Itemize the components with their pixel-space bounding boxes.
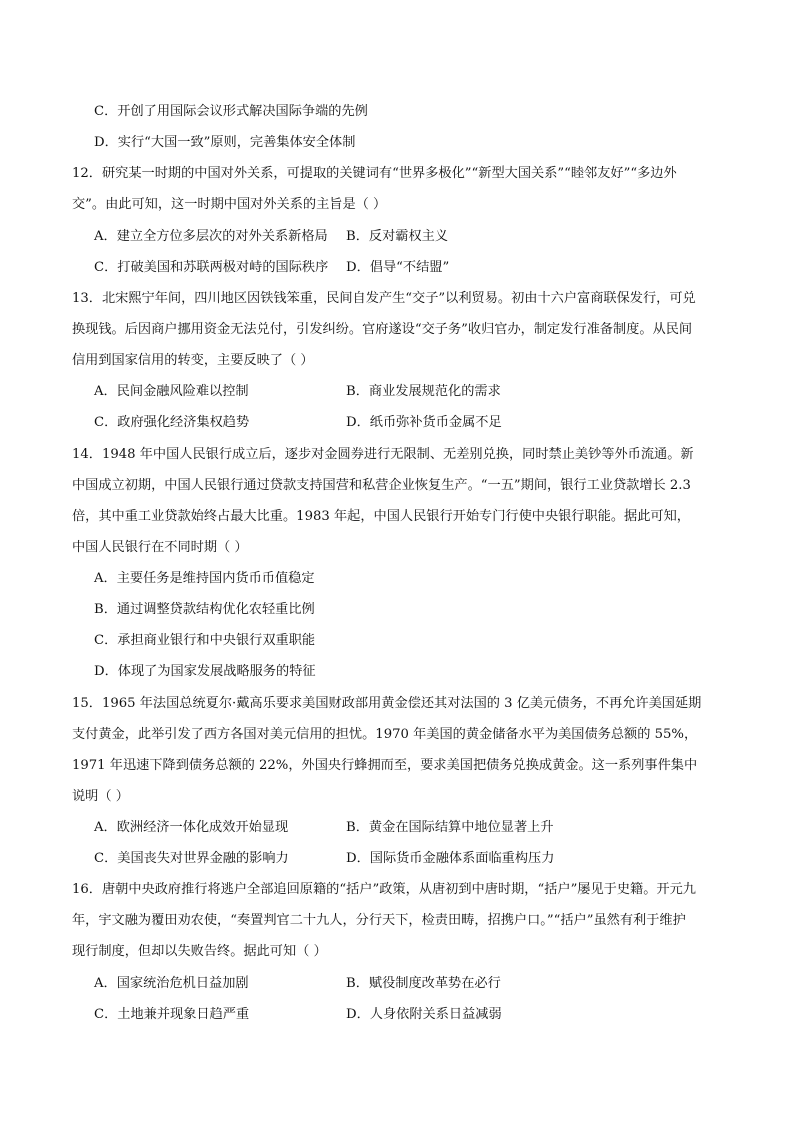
q14-option-a: A．主要任务是维持国内货币币值稳定	[94, 571, 315, 586]
q11-option-d: D．实行“大国一致”原则，完善集体安全体制	[94, 135, 356, 150]
q15-stem-line-3: 1971 年迅速下降到债务总额的 22%，外国央行蜂拥而至，要求美国把债务兑换成黄金。这一系列事件集中	[72, 758, 698, 773]
q15-option-d: D．国际货币金融体系面临重构压力	[346, 851, 555, 866]
q12-option-c: C．打破美国和苏联两极对峙的国际秩序	[94, 260, 329, 275]
q15-stem-line-2: 支付黄金，此举引发了西方各国对美元信用的担忧。1970 年美国的黄金储备水平为美国债务总额的 55%，	[72, 727, 698, 742]
q14-stem-line-2: 中国成立初期，中国人民银行通过贷款支持国营和私营企业恢复生产。“一五”期间，银行工业贷款增长 2.3	[72, 478, 691, 493]
q16-option-b: B．赋役制度改革势在必行	[346, 976, 501, 991]
q12-option-b: B．反对霸权主义	[346, 229, 449, 244]
q12-stem-line-1: 12．研究某一时期的中国对外关系，可提取的关键词有“世界多极化”“新型大国关系”“睦邻友好”“多边外	[72, 166, 677, 181]
q16-option-c: C．土地兼并现象日趋严重	[94, 1007, 250, 1022]
q16-stem-line-3: 现行制度，但却以失败告终。据此可知（ ）	[72, 944, 327, 959]
q14-stem-line-3: 倍，其中重工业贷款始终占最大比重。1983 年起，中国人民银行开始专门行使中央银行职能。据此可知，	[72, 509, 690, 524]
q15-option-c: C．美国丧失对世界金融的影响力	[94, 851, 289, 866]
q15-stem-line-4: 说明（ ）	[72, 789, 129, 804]
q13-option-d: D．纸币弥补货币金属不足	[346, 415, 502, 430]
q11-option-c: C．开创了用国际会议形式解决国际争端的先例	[94, 104, 368, 119]
q14-stem-line-4: 中国人民银行在不同时期（ ）	[72, 540, 248, 555]
q16-stem-line-1: 16．唐朝中央政府推行将逃户全部追回原籍的“括户”政策，从唐初到中唐时期，“括户”屡见于史籍。开元九	[72, 882, 696, 897]
q12-option-a: A．建立全方位多层次的对外关系新格局	[94, 229, 328, 244]
q16-option-d: D．人身依附关系日益减弱	[346, 1007, 502, 1022]
q14-stem-line-1: 14．1948 年中国人民银行成立后，逐步对金圆券进行无限制、无差别兑换，同时禁止美钞等外币流通。新	[72, 447, 694, 462]
q12-stem-line-2: 交”。由此可知，这一时期中国对外关系的主旨是（ ）	[72, 197, 387, 212]
q16-option-a: A．国家统治危机日益加剧	[94, 976, 249, 991]
q15-option-b: B．黄金在国际结算中地位显著上升	[346, 820, 554, 835]
q14-option-d: D．体现了为国家发展战略服务的特征	[94, 664, 316, 679]
q13-option-b: B．商业发展规范化的需求	[346, 384, 501, 399]
q13-stem-line-3: 信用到国家信用的转变，主要反映了（ ）	[72, 353, 314, 368]
q15-option-a: A．欧洲经济一体化成效开始显现	[94, 820, 289, 835]
q16-stem-line-2: 年，宇文融为覆田劝农使，“奏置判官二十九人，分行天下，检责田畴，招携户口。”“括户”虽然有利于维护	[72, 913, 686, 928]
q12-option-d: D．倡导“不结盟”	[346, 260, 450, 275]
q14-option-c: C．承担商业银行和中央银行双重职能	[94, 633, 316, 648]
q13-option-a: A．民间金融风险难以控制	[94, 384, 249, 399]
q13-option-c: C．政府强化经济集权趋势	[94, 415, 250, 430]
q14-option-b: B．通过调整贷款结构优化农轻重比例	[94, 602, 315, 617]
q13-stem-line-1: 13．北宋熙宁年间，四川地区因铁钱笨重，民间自发产生“交子”以利贸易。初由十六户富商联保发行，可兑	[72, 291, 696, 306]
q15-stem-line-1: 15．1965 年法国总统夏尔·戴高乐要求美国财政部用黄金偿还其对法国的 3 亿美元债务，不再允许美国延期	[72, 696, 702, 711]
q13-stem-line-2: 换现钱。后因商户挪用资金无法兑付，引发纠纷。官府遂设“交子务”收归官办，制定发行准备制度。从民间	[72, 322, 693, 337]
